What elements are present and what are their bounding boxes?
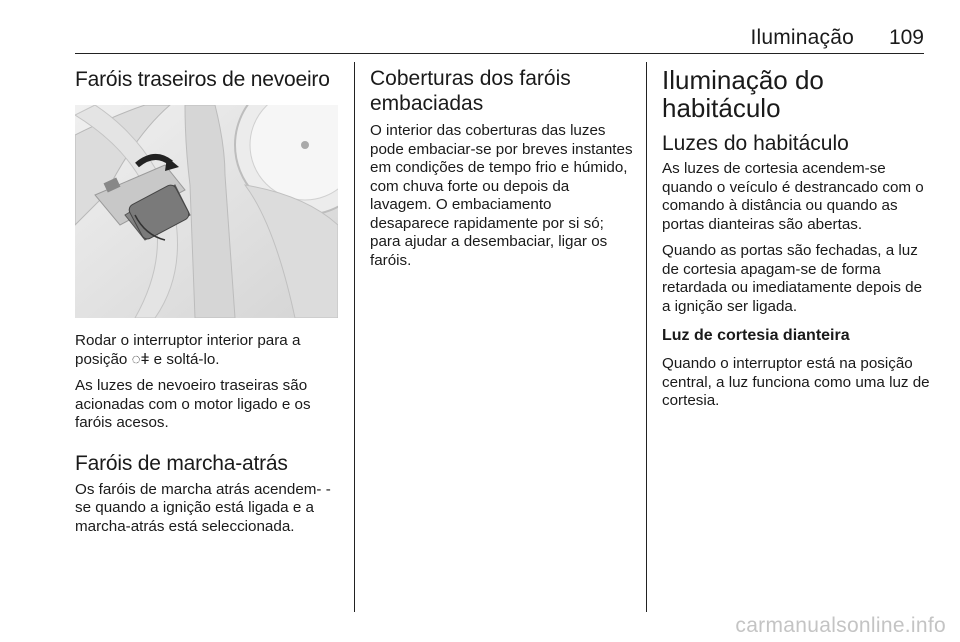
column-2 bbox=[370, 66, 634, 270]
running-header-title: Iluminação bbox=[750, 26, 854, 49]
reversing-lights-paragraph: Os faróis de marcha atrás acendem- -se quando a ignição está ligada e a marcha-atrás está seleccionada. bbox=[75, 480, 331, 535]
chapter-heading: Iluminação do habitáculo bbox=[662, 65, 824, 123]
steering-column-stalk-image bbox=[75, 105, 338, 318]
subsection-heading: Luz de cortesia dianteira bbox=[662, 327, 850, 344]
column-1 bbox=[75, 66, 345, 536]
page-number: 109 bbox=[888, 26, 924, 49]
front-courtesy-light-paragraph: Quando o interruptor está na posição central, a luz funciona como uma luz de cortesia. bbox=[662, 355, 930, 409]
courtesy-lights-paragraph: As luzes de cortesia acendem-se quando o veículo é destrancado com o comando à distância ou quando as portas dianteiras são abertas. bbox=[662, 160, 924, 233]
column-divider bbox=[646, 62, 647, 612]
section-heading: Faróis de marcha-atrás bbox=[75, 451, 288, 475]
column-3 bbox=[662, 66, 930, 411]
section-heading: Luzes do habitáculo bbox=[662, 132, 849, 155]
fog-lights-paragraph: As luzes de nevoeiro traseiras são acionadas com o motor ligado e os faróis acesos. bbox=[75, 377, 311, 431]
fogged-lamps-paragraph: O interior das coberturas das luzes pode embaciar-se por breves instantes em condições de tempo frio e húmido, com chuva forte ou depois da lavagem. O embaciamento desaparece rapidamente por si só; para ajudar a desembaciar, ligar os faróis. bbox=[370, 122, 633, 269]
courtesy-lights-off-paragraph: Quando as portas são fechadas, a luz de cortesia apagam-se de forma retardada ou imediatamente depois de a ignição ser ligada. bbox=[662, 242, 923, 315]
instruction-paragraph: Rodar o interruptor interior para a posição ◌ǂ e soltá-lo. bbox=[75, 332, 301, 368]
section-heading: Faróis traseiros de nevoeiro bbox=[75, 68, 330, 91]
header-rule bbox=[75, 53, 924, 54]
fog-light-switch-illustration bbox=[75, 105, 338, 318]
section-heading: Coberturas dos faróis embaciadas bbox=[370, 67, 571, 115]
column-divider bbox=[354, 62, 355, 612]
watermark: carmanualsonline.info bbox=[735, 614, 946, 637]
